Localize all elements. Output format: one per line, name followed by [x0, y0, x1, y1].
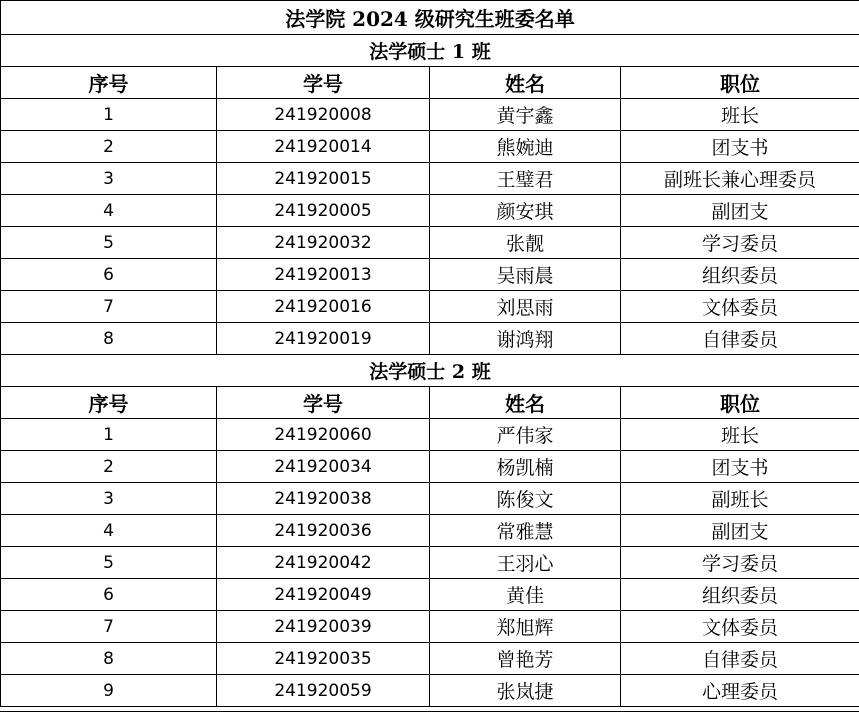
cell-student-id: 241920042: [217, 547, 430, 579]
cell-seq: 4: [1, 515, 217, 547]
table-row: [1, 227, 859, 259]
table-row: [1, 419, 859, 451]
cell-student-id: 241920059: [217, 675, 430, 707]
cell-student-id: 241920049: [217, 579, 430, 611]
cell-position: 班长: [621, 99, 859, 131]
cell-position: 副团支: [621, 515, 859, 547]
cell-name: 曾艳芳: [430, 643, 621, 675]
cell-seq: 7: [1, 611, 217, 643]
table-row: [1, 99, 859, 131]
header-name: 姓名: [430, 67, 621, 99]
table-row: [1, 547, 859, 579]
header-position: 职位: [621, 67, 859, 99]
cell-name: 常雅慧: [430, 515, 621, 547]
cell-student-id: 241920019: [217, 323, 430, 355]
table-row: [1, 483, 859, 515]
class-name: 法学硕士 1 班: [1, 35, 859, 67]
cell-position: 组织委员: [621, 259, 859, 291]
cell-seq: 1: [1, 419, 217, 451]
column-header-row: [1, 67, 859, 99]
cell-position: 文体委员: [621, 291, 859, 323]
cell-position: 团支书: [621, 131, 859, 163]
cell-student-id: 241920034: [217, 451, 430, 483]
table-row: [1, 451, 859, 483]
header-seq: 序号: [1, 67, 217, 99]
class-name: 法学硕士 2 班: [1, 355, 859, 387]
cell-student-id: 241920013: [217, 259, 430, 291]
cell-student-id: 241920039: [217, 611, 430, 643]
table-title: 法学院 2024 级研究生班委名单: [1, 1, 859, 35]
cell-student-id: 241920035: [217, 643, 430, 675]
cell-position: 团支书: [621, 451, 859, 483]
class-heading-row: [1, 355, 859, 387]
table-row: [1, 611, 859, 643]
cell-student-id: 241920005: [217, 195, 430, 227]
cell-name: 陈俊文: [430, 483, 621, 515]
cell-student-id: 241920016: [217, 291, 430, 323]
table-row: [1, 675, 859, 707]
cell-seq: 5: [1, 547, 217, 579]
cell-position: 心理委员: [621, 675, 859, 707]
cell-seq: 4: [1, 195, 217, 227]
cell-name: 杨凯楠: [430, 451, 621, 483]
bottom-border-line: [0, 711, 859, 712]
table-row: [1, 163, 859, 195]
cell-name: 熊婉迪: [430, 131, 621, 163]
cell-position: 班长: [621, 419, 859, 451]
table-row: [1, 259, 859, 291]
cell-student-id: 241920060: [217, 419, 430, 451]
cell-seq: 7: [1, 291, 217, 323]
cell-seq: 8: [1, 323, 217, 355]
cell-seq: 9: [1, 675, 217, 707]
cell-seq: 8: [1, 643, 217, 675]
table-row: [1, 579, 859, 611]
cell-student-id: 241920008: [217, 99, 430, 131]
cell-position: 自律委员: [621, 323, 859, 355]
cell-position: 副班长: [621, 483, 859, 515]
table-row: [1, 131, 859, 163]
cell-seq: 3: [1, 483, 217, 515]
cell-name: 颜安琪: [430, 195, 621, 227]
table-body: [1, 1, 859, 707]
cell-position: 学习委员: [621, 547, 859, 579]
cell-name: 谢鸿翔: [430, 323, 621, 355]
cell-seq: 3: [1, 163, 217, 195]
header-student-id: 学号: [217, 67, 430, 99]
table-row: [1, 323, 859, 355]
cell-student-id: 241920038: [217, 483, 430, 515]
header-seq: 序号: [1, 387, 217, 419]
column-header-row: [1, 387, 859, 419]
cell-seq: 1: [1, 99, 217, 131]
cell-name: 吴雨晨: [430, 259, 621, 291]
header-name: 姓名: [430, 387, 621, 419]
cell-seq: 2: [1, 131, 217, 163]
cell-name: 郑旭辉: [430, 611, 621, 643]
title-row: [1, 1, 859, 35]
cell-name: 张岚捷: [430, 675, 621, 707]
cell-position: 副团支: [621, 195, 859, 227]
cell-name: 刘思雨: [430, 291, 621, 323]
cell-seq: 5: [1, 227, 217, 259]
cell-seq: 6: [1, 579, 217, 611]
cell-position: 组织委员: [621, 579, 859, 611]
cell-position: 自律委员: [621, 643, 859, 675]
table-row: [1, 291, 859, 323]
cell-position: 学习委员: [621, 227, 859, 259]
table-row: [1, 515, 859, 547]
cell-seq: 2: [1, 451, 217, 483]
cell-name: 黄宇鑫: [430, 99, 621, 131]
cell-student-id: 241920032: [217, 227, 430, 259]
table-row: [1, 643, 859, 675]
table-row: [1, 195, 859, 227]
cell-seq: 6: [1, 259, 217, 291]
cell-student-id: 241920015: [217, 163, 430, 195]
cell-name: 张靓: [430, 227, 621, 259]
cell-student-id: 241920036: [217, 515, 430, 547]
cell-name: 严伟家: [430, 419, 621, 451]
cell-name: 王璧君: [430, 163, 621, 195]
cell-name: 王羽心: [430, 547, 621, 579]
header-position: 职位: [621, 387, 859, 419]
class-heading-row: [1, 35, 859, 67]
cell-position: 副班长兼心理委员: [621, 163, 859, 195]
header-student-id: 学号: [217, 387, 430, 419]
cell-student-id: 241920014: [217, 131, 430, 163]
cell-position: 文体委员: [621, 611, 859, 643]
cell-name: 黄佳: [430, 579, 621, 611]
